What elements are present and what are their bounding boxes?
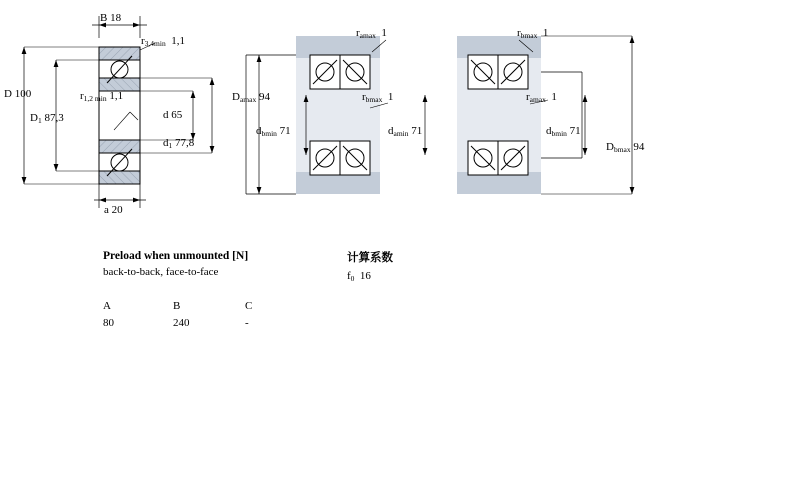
factor-value: 16 xyxy=(359,270,371,282)
label-Damax: $D_{amax}$ 94 xyxy=(232,91,270,104)
label-D1: $D_1$ 87,3 xyxy=(30,112,64,125)
mounting-arrangement-left xyxy=(296,36,380,194)
preload-col-A: A xyxy=(103,300,111,312)
preload-col-C: C xyxy=(245,300,253,312)
factor-row xyxy=(347,270,393,283)
label-rbmax-right: $r_{bmax}$ 1 xyxy=(517,27,549,40)
preload-title: Preload when unmounted [N] xyxy=(103,250,249,262)
preload-val-A: 80 xyxy=(103,317,114,329)
mounting-arrangement-right xyxy=(457,36,541,194)
factor-label-sub: 0 xyxy=(350,274,355,283)
label-B: B 18 xyxy=(100,12,122,24)
label-dbmin-right: $d_{bmin}$ 71 xyxy=(546,125,581,138)
factor-title: 计算系数 xyxy=(347,250,393,264)
preload-val-B: 240 xyxy=(173,317,190,329)
label-rbmax-left: $r_{bmax}$ 1 xyxy=(362,91,394,104)
preload-table xyxy=(103,250,333,334)
label-r34min: $r_{3,4min}$ 1,1 xyxy=(141,35,185,48)
preload-col-B: B xyxy=(173,300,181,312)
label-damin: $d_{amin}$ 71 xyxy=(388,125,423,138)
label-ramax-left: $r_{amax}$ 1 xyxy=(356,27,387,40)
preload-val-C: - xyxy=(245,317,249,329)
label-d: d 65 xyxy=(163,109,183,121)
label-a: a 20 xyxy=(104,204,123,216)
factor-label: f xyxy=(347,270,351,282)
factor-block xyxy=(347,249,393,283)
label-r12min: $r_{1,2 min}$ 1,1 xyxy=(80,90,124,103)
label-D: D 100 xyxy=(4,88,32,100)
label-dbmin-left: $d_{bmin}$ 71 xyxy=(256,125,291,138)
label-d1: $d_1$ 77,8 xyxy=(163,137,195,150)
label-Dbmax: $D_{bmax}$ 94 xyxy=(606,141,645,154)
label-ramax-right: $r_{amax}$ 1 xyxy=(526,91,557,104)
preload-subtitle: back-to-back, face-to-face xyxy=(103,266,219,278)
